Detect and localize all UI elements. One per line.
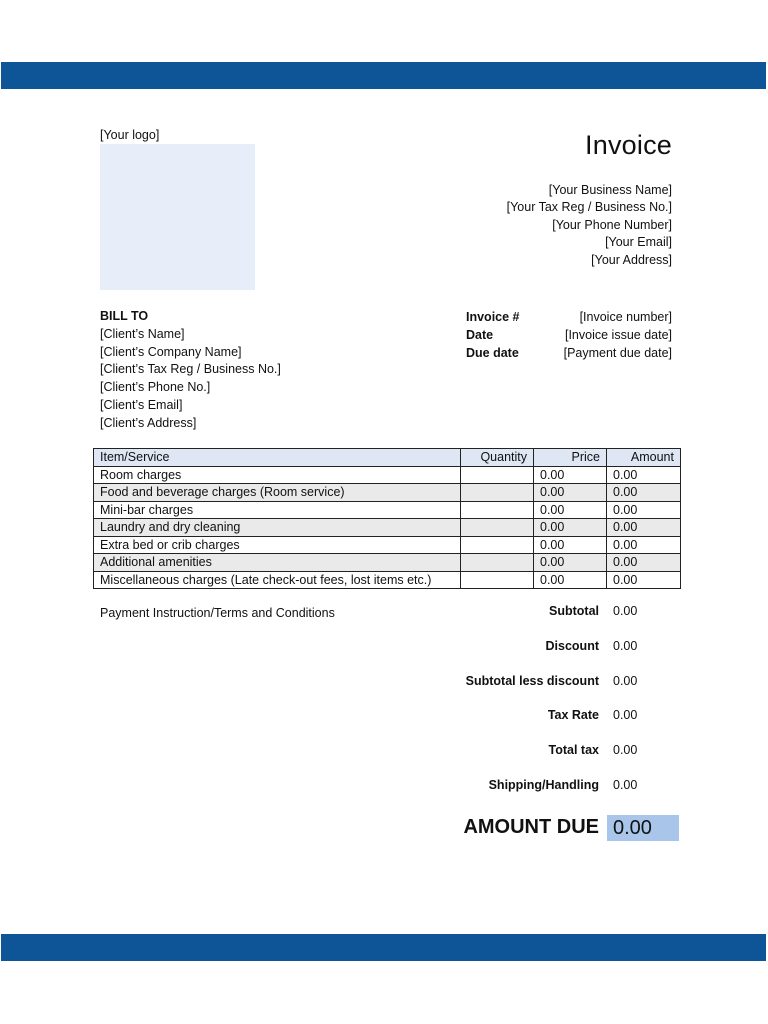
total-label: Discount bbox=[545, 638, 599, 653]
table-row bbox=[94, 536, 681, 554]
items-table bbox=[93, 448, 681, 589]
total-row-shipping bbox=[420, 778, 680, 813]
price-cell[interactable]: 0.00 bbox=[534, 554, 607, 572]
business-tax-reg: [Your Tax Reg / Business No.] bbox=[506, 200, 672, 215]
quantity-cell[interactable] bbox=[461, 554, 534, 572]
meta-row-invoice-number bbox=[466, 308, 672, 326]
table-row bbox=[94, 519, 681, 537]
logo-label: [Your logo] bbox=[100, 128, 160, 142]
item-cell[interactable]: Additional amenities bbox=[94, 554, 461, 572]
discount-value[interactable]: 0.00 bbox=[613, 638, 638, 653]
meta-label: Due date bbox=[466, 346, 519, 360]
header-quantity: Quantity bbox=[461, 449, 534, 467]
total-label: Subtotal bbox=[549, 604, 599, 618]
price-cell[interactable]: 0.00 bbox=[534, 501, 607, 519]
header-item-service: Item/Service bbox=[94, 449, 461, 467]
invoice-number-value: [Invoice number] bbox=[579, 310, 672, 324]
price-cell[interactable]: 0.00 bbox=[534, 519, 607, 537]
header-amount: Amount bbox=[607, 449, 681, 467]
business-info bbox=[507, 182, 672, 269]
amount-due-label: AMOUNT DUE bbox=[463, 816, 599, 838]
total-label: Tax Rate bbox=[547, 708, 599, 723]
footer-band bbox=[1, 934, 766, 961]
client-name: [Client’s Name] bbox=[100, 326, 185, 341]
table-row bbox=[94, 571, 681, 589]
meta-row-date bbox=[466, 326, 672, 344]
quantity-cell[interactable] bbox=[461, 519, 534, 537]
quantity-cell[interactable] bbox=[461, 536, 534, 554]
client-address: [Client’s Address] bbox=[100, 415, 197, 430]
price-cell[interactable]: 0.00 bbox=[534, 536, 607, 554]
price-cell[interactable]: 0.00 bbox=[534, 484, 607, 502]
header-price: Price bbox=[534, 449, 607, 467]
payment-terms-label: Payment Instruction/Terms and Conditions bbox=[100, 606, 335, 620]
table-header-row bbox=[94, 449, 681, 467]
total-row-discount bbox=[420, 639, 680, 674]
tax-rate-value[interactable]: 0.00 bbox=[613, 708, 638, 723]
meta-label: Date bbox=[466, 328, 494, 342]
total-row-subtotal bbox=[420, 604, 680, 639]
business-email: [Your Email] bbox=[605, 235, 672, 250]
table-row bbox=[94, 466, 681, 484]
total-row-total-tax bbox=[420, 743, 680, 778]
amount-due-value: 0.00 bbox=[607, 815, 679, 841]
totals-block bbox=[420, 604, 680, 813]
amount-cell: 0.00 bbox=[607, 536, 681, 554]
meta-row-due-date bbox=[466, 344, 672, 362]
price-cell[interactable]: 0.00 bbox=[534, 466, 607, 484]
shipping-value[interactable]: 0.00 bbox=[613, 777, 638, 792]
business-name: [Your Business Name] bbox=[548, 183, 672, 197]
table-row bbox=[94, 554, 681, 572]
quantity-cell[interactable] bbox=[461, 466, 534, 484]
quantity-cell[interactable] bbox=[461, 501, 534, 519]
client-email: [Client’s Email] bbox=[100, 397, 183, 412]
quantity-cell[interactable] bbox=[461, 484, 534, 502]
total-tax-value: 0.00 bbox=[613, 743, 638, 758]
price-cell[interactable]: 0.00 bbox=[534, 571, 607, 589]
total-label: Subtotal less discount bbox=[465, 673, 599, 688]
client-tax-reg: [Client’s Tax Reg / Business No.] bbox=[100, 362, 281, 377]
bill-to-heading: BILL TO bbox=[100, 309, 149, 323]
total-label: Shipping/Handling bbox=[488, 777, 599, 792]
business-address: [Your Address] bbox=[591, 252, 672, 267]
invoice-meta bbox=[466, 308, 672, 362]
subtotal-less-discount-value: 0.00 bbox=[613, 673, 638, 688]
client-company: [Client’s Company Name] bbox=[100, 344, 242, 359]
amount-cell: 0.00 bbox=[607, 501, 681, 519]
invoice-title: Invoice bbox=[585, 130, 672, 160]
business-phone: [Your Phone Number] bbox=[552, 217, 672, 232]
amount-cell: 0.00 bbox=[607, 466, 681, 484]
item-cell[interactable]: Miscellaneous charges (Late check-out fees, lost items etc.) bbox=[94, 571, 461, 589]
bill-to-block bbox=[100, 308, 281, 433]
item-cell[interactable]: Mini-bar charges bbox=[94, 501, 461, 519]
amount-cell: 0.00 bbox=[607, 554, 681, 572]
item-cell[interactable]: Laundry and dry cleaning bbox=[94, 519, 461, 537]
total-label: Total tax bbox=[548, 743, 599, 758]
table-row bbox=[94, 501, 681, 519]
total-row-subtotal-less-discount bbox=[420, 674, 680, 709]
header-band bbox=[1, 62, 766, 89]
due-date-value: [Payment due date] bbox=[563, 346, 672, 360]
amount-cell: 0.00 bbox=[607, 484, 681, 502]
item-cell[interactable]: Extra bed or crib charges bbox=[94, 536, 461, 554]
table-row bbox=[94, 484, 681, 502]
client-phone: [Client’s Phone No.] bbox=[100, 380, 211, 395]
amount-cell: 0.00 bbox=[607, 519, 681, 537]
total-row-tax-rate bbox=[420, 708, 680, 743]
invoice-date-value: [Invoice issue date] bbox=[564, 328, 672, 342]
logo-placeholder[interactable] bbox=[100, 144, 255, 290]
amount-cell: 0.00 bbox=[607, 571, 681, 589]
item-cell[interactable]: Room charges bbox=[94, 466, 461, 484]
item-cell[interactable]: Food and beverage charges (Room service) bbox=[94, 484, 461, 502]
quantity-cell[interactable] bbox=[461, 571, 534, 589]
subtotal-value: 0.00 bbox=[613, 604, 638, 618]
meta-label: Invoice # bbox=[466, 310, 520, 324]
